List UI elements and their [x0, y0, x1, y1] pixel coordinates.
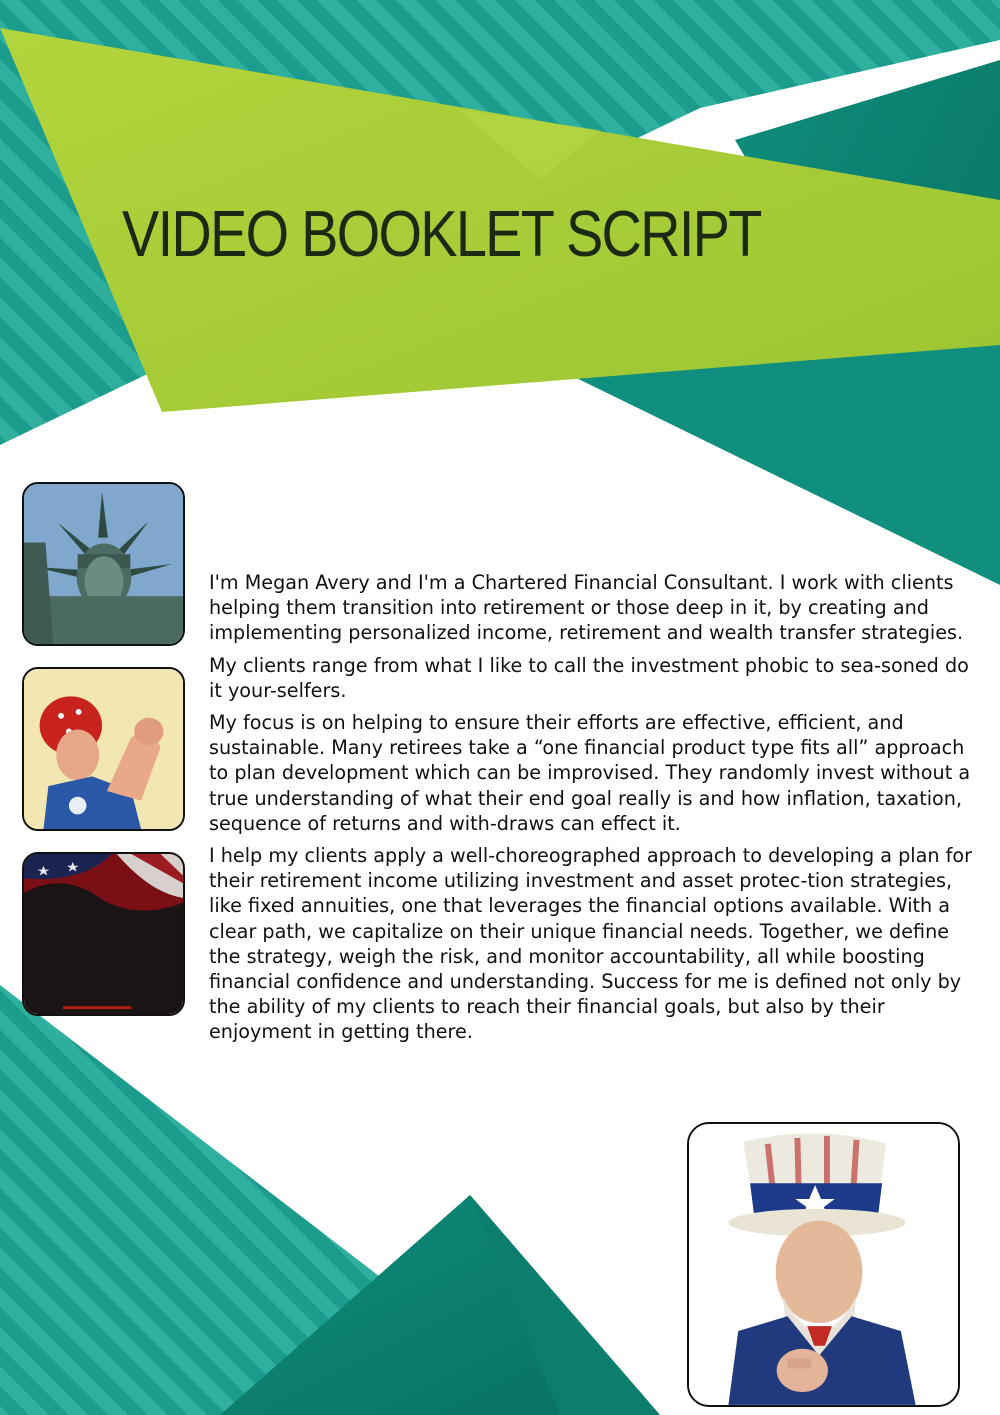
- rosie-the-riveter-photo: [22, 667, 185, 831]
- american-flag-photo: [22, 852, 185, 1016]
- body-text: [209, 570, 979, 1052]
- paragraph-approach: I help my clients apply a well-choreographed approach to developing a plan for their retirement income utilizing investment and asset protec-tion strategies, like fixed annuities, one that leverages the financial options available. With a clear path, we capitalize on their unique financial needs. Together, we define the strategy, weigh the risk, and monitor accountability, all while boosting financial confidence and understanding. Success for me is defined not only by the ability of my clients to reach their financial goals, but also by their enjoyment in getting there.: [209, 844, 973, 1044]
- statue-of-liberty-photo: [22, 482, 185, 646]
- paragraph-intro: I'm Megan Avery and I'm a Chartered Financial Consultant. I work with clients helping them transition into retirement or those deep in it, by creating and implementing personalized income, retirement and wealth transfer strategies.: [209, 571, 964, 645]
- page-title: VIDEO BOOKLET SCRIPT: [122, 197, 761, 270]
- paragraph-focus: My focus is on helping to ensure their efforts are effective, efficient, and sustainable. Many retirees take a “one financial product type fits all” approach to plan development which can be improvised. They randomly invest without a true understanding of what their end goal really is and how inflation, taxation, sequence of returns and with-draws can effect it.: [209, 711, 971, 835]
- paragraph-clients: My clients range from what I like to call the investment phobic to sea-soned do it your-selfers.: [209, 653, 969, 702]
- uncle-sam-photo: [687, 1122, 960, 1407]
